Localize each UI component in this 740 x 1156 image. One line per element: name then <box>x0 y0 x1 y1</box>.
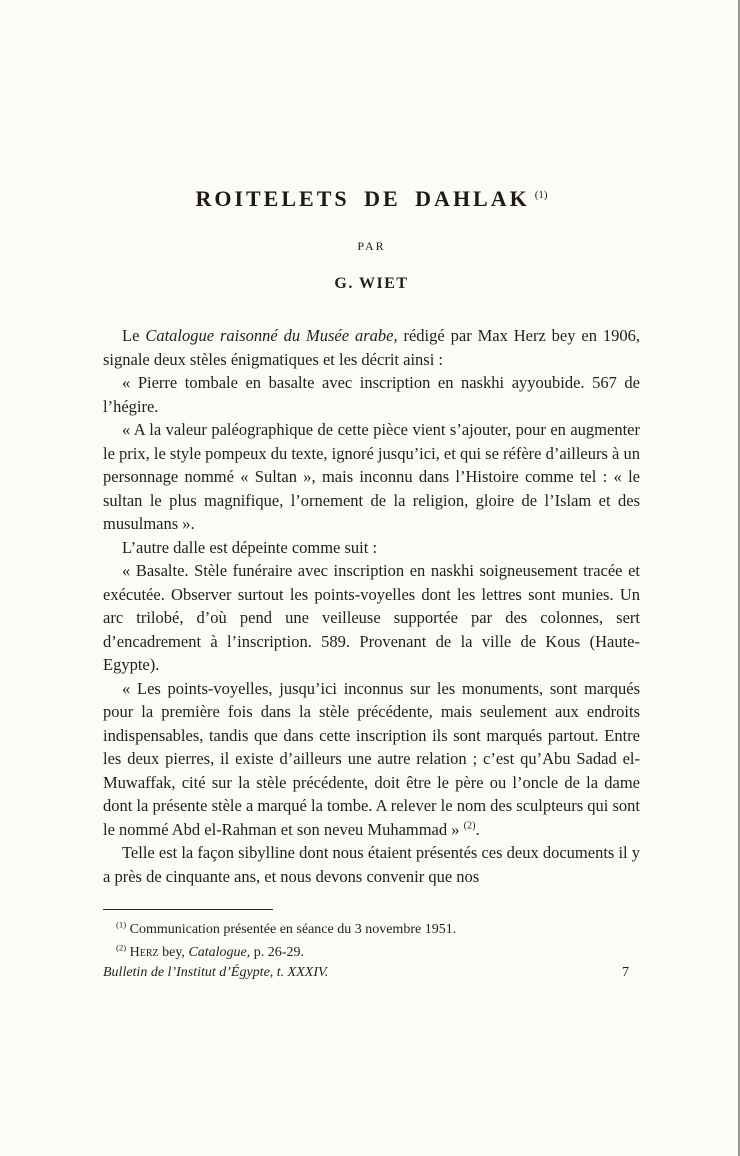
page-title <box>103 186 640 212</box>
title-text: ROITELETS DE DAHLAK <box>195 186 530 211</box>
title-footnote-ref: (1) <box>534 188 548 201</box>
paragraph: « Basalte. Stèle funéraire avec inscription en naskhi soigneusement tracée et exécutée. Observer surtout les points-voyelles dont les lettres sont munies. Un arc trilobé, d’où pend une veilleuse supportée par des colonnes, sert d’encadrement à l’inscription. 589. Provenant de la ville de Kous (Haute-Egypte). <box>103 561 640 674</box>
page-content <box>103 186 640 981</box>
author-name: G. WIET <box>334 275 409 292</box>
journal-line: Bulletin de l’Institut d’Égypte, t. XXXIV. <box>103 965 329 980</box>
footer <box>103 965 640 981</box>
paragraph: Le Catalogue raisonné du Musée arabe, rédigé par Max Herz bey en 1906, signale deux stèles énigmatiques et les décrit ainsi : <box>103 326 641 369</box>
paragraph: « Pierre tombale en basalte avec inscription en naskhi ayyoubide. 567 de l’hégire. <box>103 373 640 416</box>
body-paragraphs <box>103 324 640 888</box>
footnote-rule <box>103 909 273 910</box>
paragraph: « A la valeur paléographique de cette pièce vient s’ajouter, pour en augmenter le prix, le style pompeux du texte, ignoré jusqu’ici, et qui se réfère d’ailleurs à un personnage nommé « Sultan », mais inconnu dans l’Histoire comme tel : « le sultan le plus magnifique, l’ornement de la religion, gloire de l’Islam et des musulmans ». <box>103 420 640 533</box>
footnote: $^{(1)}$ Communication présentée en séance du 3 novembre 1951. <box>116 919 457 937</box>
paragraph: L’autre dalle est dépeinte comme suit : <box>122 537 378 557</box>
byline: PAR <box>357 239 386 253</box>
paragraph: Telle est la façon sibylline dont nous étaient présentés ces deux documents il y a près de cinquante ans, et nous devons convenir que nos <box>103 843 640 886</box>
footnotes <box>103 919 640 964</box>
page-number: 7 <box>622 965 629 980</box>
paragraph: « Les points-voyelles, jusqu’ici inconnus sur les monuments, sont marqués pour la première fois dans la stèle précédente, mais seulement aux endroits indispensables, tandis que dans cette inscription ils sont marqués partout. Entre les deux pierres, il existe d’ailleurs une autre relation ; c’est qu’Abu Sadad el-Muwaffak, cité sur la stèle précédente, doit être le père ou l’oncle de la dame dont la présente stèle a marqué la tombe. A relever le nom des sculpteurs qui sont le nommé Abd el-Rahman et son neveu Muhammad » $^{(2)}$. <box>103 678 641 839</box>
footnote: $^{(2)}$ Herz bey, Catalogue, p. 26-29. <box>116 941 304 960</box>
